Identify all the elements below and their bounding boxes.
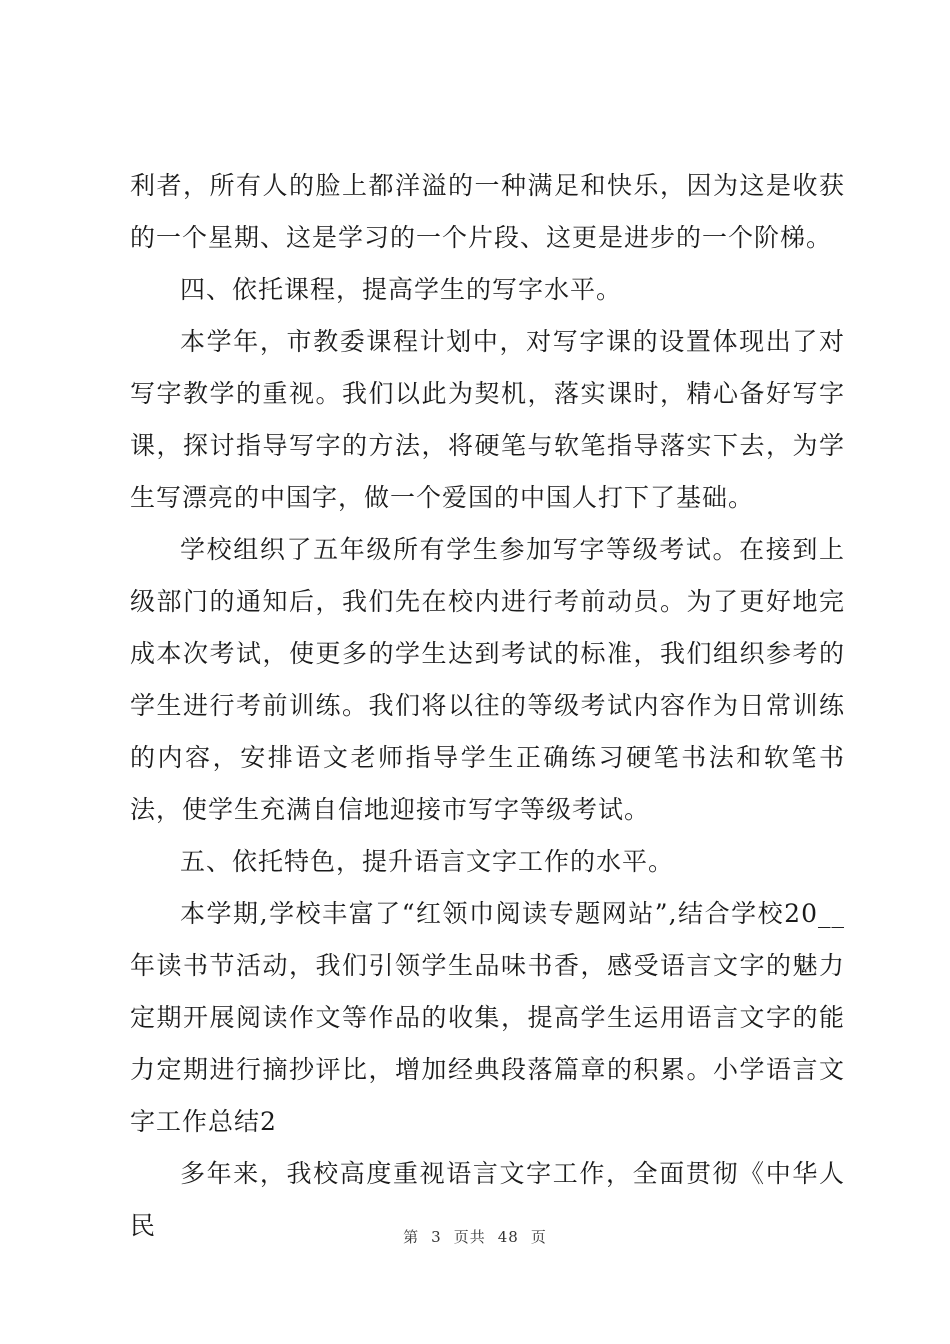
- paragraph-7: 多年来，我校高度重视语言文字工作，全面贯彻《中华人民: [130, 1159, 845, 1240]
- footer-current-page: 3: [431, 1228, 442, 1246]
- page-footer: [0, 1226, 950, 1247]
- document-body: [130, 160, 845, 1252]
- paragraph-6: 本学期,学校丰富了“红领巾阅读专题网站”,结合学校20__年读书节活动，我们引领学生品味书香，感受语言文字的魅力定期开展阅读作文等作品的收集，提高学生运用语言文字的能力定期进行摘抄评比，增加经典段落篇章的积累。小学语言文字工作总结2: [130, 899, 845, 1136]
- footer-total-pages: 48: [497, 1228, 519, 1246]
- footer-middle: 页共: [453, 1228, 486, 1246]
- paragraph-1: 利者，所有人的脸上都洋溢的一种满足和快乐，因为这是收获的一个星期、这是学习的一个片段、这更是进步的一个阶梯。: [130, 171, 845, 252]
- paragraph-3: 本学年，市教委课程计划中，对写字课的设置体现出了对写字教学的重视。我们以此为契机，落实课时，精心备好写字课，探讨指导写字的方法，将硬笔与软笔指导落实下去，为学生写漂亮的中国字，做一个爱国的中国人打下了基础。: [130, 327, 845, 512]
- footer-prefix: 第: [403, 1228, 420, 1246]
- paragraph-2-heading: 四、依托课程，提高学生的写字水平。: [180, 275, 623, 304]
- paragraph-5-heading: 五、依托特色，提升语言文字工作的水平。: [180, 847, 675, 876]
- paragraph-4: 学校组织了五年级所有学生参加写字等级考试。在接到上级部门的通知后，我们先在校内进行考前动员。为了更好地完成本次考试，使更多的学生达到考试的标准，我们组织参考的学生进行考前训练。我们将以往的等级考试内容作为日常训练的内容，安排语文老师指导学生正确练习硬笔书法和软笔书法，使学生充满自信地迎接市写字等级考试。: [130, 535, 845, 824]
- footer-suffix: 页: [530, 1228, 547, 1246]
